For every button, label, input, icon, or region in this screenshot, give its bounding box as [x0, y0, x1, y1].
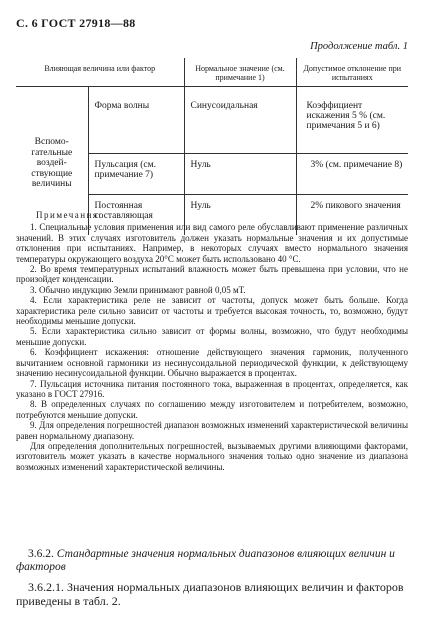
tolerance-cell: 2% пикового значения	[310, 201, 401, 211]
section-3-6-2-1	[16, 580, 408, 608]
section-title: Стандартные значения нормальных диапазонов влияющих величин и факторов	[16, 548, 395, 573]
note-item: 8. В определенных случаях по соглашению между изготовителем и потребителем, возможно, потребуются меньшие допуски.	[16, 399, 408, 420]
section-number: 3.6.2.	[28, 548, 54, 560]
row-group-label: Вспомо-гательные воздей-ствующие величины	[16, 87, 88, 236]
tolerance-cell: 3% (см. примечание 8)	[296, 154, 408, 195]
header-normal: Нормальное значение (см. примечание 1)	[184, 58, 296, 87]
header-tolerance: Допустимое отклонение при испытаниях	[296, 58, 408, 87]
note-item: 4. Если характеристика реле не зависит от частоты, допуск может быть больше. Когда характеристика реле сильно зависит от частоты и требуется высокая точность, то, возможно, будут необходимы меньшие допуски.	[16, 295, 408, 327]
normal-cell: Синусоидальная	[184, 87, 296, 154]
influence-factors-table	[16, 58, 408, 235]
factor-cell: Форма волны	[88, 87, 184, 154]
table-continuation-label: Продолжение табл. 1	[310, 41, 408, 52]
note-item: 5. Если характеристика сильно зависит от формы волны, возможно, что будут необходимы меньшие допуски.	[16, 326, 408, 347]
factor-cell: Пульсация (см. примечание 7)	[88, 154, 184, 195]
note-item: 9. Для определения погрешностей диапазон возможных изменений характеристической величины равен нормальному диапазону.	[16, 420, 408, 441]
note-item: 7. Пульсация источника питания постоянного тока, выраженная в процентах, определяется, как указано в ГОСТ 27916.	[16, 378, 408, 399]
page-header: С. 6 ГОСТ 27918—88	[16, 16, 136, 30]
section-3-6-2	[16, 548, 408, 574]
normal-cell: Нуль	[184, 154, 296, 195]
normal-cell: Нуль	[184, 195, 296, 236]
factor-cell: Постоянная составляющая	[88, 195, 184, 236]
header-factor: Влияющая величина или фактор	[16, 58, 184, 87]
tolerance-cell: Коэффициент искажения 5 % (см. примечания 5 и 6)	[296, 87, 408, 154]
note-item: 6. Коэффициент искажения: отношение действующего значения гармоник, полученного вычитанием основной гармоники из несинусоидальной периодической функции, к действующему значению несинусоидальной функции. Обычно выражается в процентах.	[16, 347, 408, 379]
note-item: 3. Обычно индукцию Земли принимают равной 0,05 мТ.	[30, 284, 246, 295]
note-item: 2. Во время температурных испытаний влажность может быть превышена при условии, что не произойдет конденсации.	[16, 264, 408, 285]
subsection-text: Значения нормальных диапазонов влияющих величин и факторов приведены в табл. 2.	[16, 580, 404, 608]
note-item: 1. Специальные условия применения или вид самого реле обуславливают применение различных значений. В этих случаях изготовитель должен указать нормальные значения и их допустимые отклонения при испытаниях. Например, в некоторых случаях вместо нормального значения температуры окружающего воздуха 20°С может быть использовано 40 °С.	[16, 222, 408, 264]
table-header-row	[16, 58, 408, 87]
notes-block	[16, 210, 408, 472]
subsection-number: 3.6.2.1.	[28, 580, 64, 594]
table-row	[16, 87, 408, 154]
notes-title: Примечания:	[36, 210, 103, 220]
note-item: Для определения дополнительных погрешностей, вызываемых другими влияющими факторами, изготовитель может указать в качестве нормального значения только одно значение из диапазона возможных изменений характеристической величины.	[16, 440, 408, 472]
